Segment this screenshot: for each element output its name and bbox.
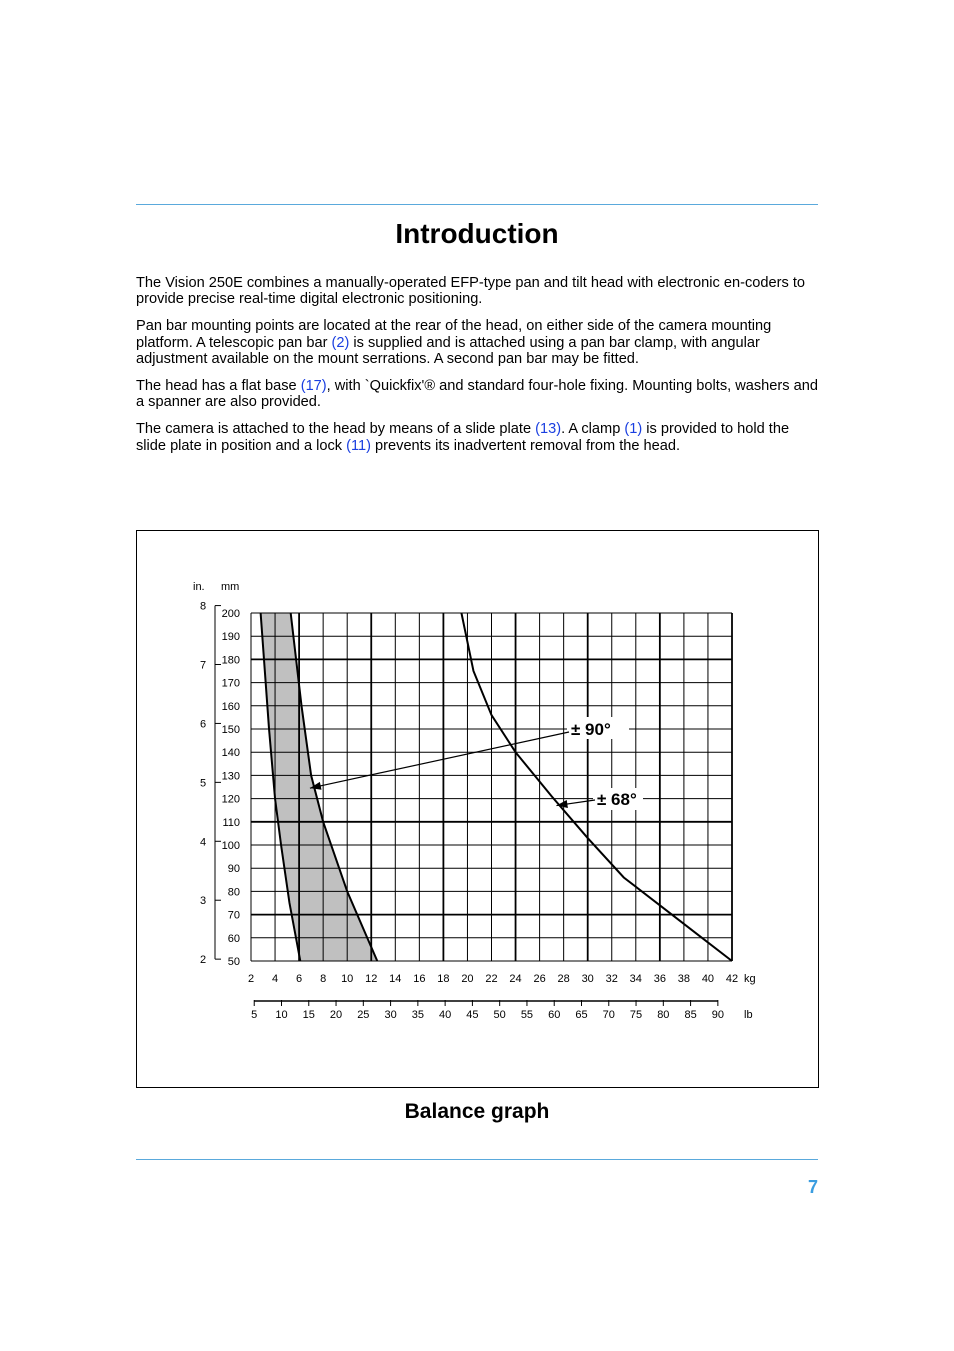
paragraph-text: The head has a flat base (136, 378, 301, 395)
x-tick-label: 40 (701, 973, 715, 985)
lb-tick-label: 40 (439, 1009, 452, 1021)
body-paragraph (136, 421, 818, 454)
lb-tick-label: 10 (275, 1009, 288, 1021)
x-tick-label: 42 (725, 973, 739, 985)
lb-tick-label: 25 (357, 1009, 370, 1021)
lb-tick-label: 90 (711, 1009, 724, 1021)
body-paragraph (136, 318, 818, 367)
y-tick-label: 100 (221, 840, 240, 852)
lb-tick-label: 35 (411, 1009, 424, 1021)
y-tick-label: 60 (227, 932, 240, 945)
paragraph-text: is supplied and is attached using a pan bar clamp, with angular adjustment available on the mount serrations. A second pan bar may be fitted. (136, 334, 760, 368)
inch-unit-label: in. (193, 581, 205, 593)
series-line-plus-minus-68 (461, 613, 732, 961)
x-tick-label: 10 (341, 973, 354, 985)
lb-tick-label: 20 (329, 1009, 343, 1021)
x-tick-label: 30 (581, 973, 594, 985)
x-tick-label: 18 (437, 973, 450, 985)
inch-tick-label: 4 (199, 836, 207, 849)
y-tick-label: 160 (221, 700, 240, 713)
lb-tick-label: 30 (384, 1009, 397, 1021)
y-tick-label: 130 (221, 770, 240, 783)
lb-tick-label: 50 (493, 1009, 506, 1021)
lb-tick-label: 45 (466, 1009, 479, 1021)
x-tick-label: 28 (557, 973, 570, 985)
figure-reference-link[interactable]: (2) (331, 334, 350, 351)
x-tick-label: 4 (271, 973, 279, 985)
balance-graph-chart (137, 531, 818, 1087)
lb-tick-label: 15 (302, 1009, 315, 1021)
figure-reference-link[interactable]: (11) (346, 437, 371, 454)
balance-graph-figure (136, 530, 819, 1088)
y-tick-label: 150 (221, 724, 240, 736)
y-tick-label: 190 (221, 631, 240, 644)
x-tick-label: 32 (605, 973, 618, 985)
figure-reference-link[interactable]: (13) (535, 421, 562, 438)
lb-tick-label: 55 (520, 1009, 534, 1021)
lb-unit-label: lb (744, 1009, 753, 1021)
figure-reference-link[interactable]: (1) (624, 421, 643, 438)
lb-tick-label: 80 (657, 1009, 670, 1021)
y-tick-label: 180 (221, 654, 240, 667)
y-tick-label: 170 (221, 677, 240, 690)
inch-tick-label: 7 (199, 659, 207, 672)
y-tick-label: 120 (221, 793, 240, 806)
x-unit-label: kg (744, 973, 756, 985)
x-tick-label: 38 (677, 973, 691, 985)
paragraph-text: prevents its inadvertent removal from the head. (371, 437, 681, 454)
x-tick-label: 2 (247, 973, 255, 985)
x-tick-label: 16 (413, 973, 426, 985)
y-tick-label: 90 (227, 863, 240, 876)
lb-tick-label: 85 (684, 1009, 697, 1021)
body-text (136, 275, 818, 465)
figure-reference-link[interactable]: (17) (300, 378, 327, 395)
inch-tick-label: 2 (199, 954, 207, 967)
paragraph-text: Pan bar mounting points are located at the rear of the head, on either side of the camera mounting platform. A telescopic pan bar (136, 318, 772, 351)
paragraph-text: , with `Quickfix'® and standard four-hole fixing. Mounting bolts, washers and a spanner are also provided. (136, 378, 818, 411)
y-tick-label: 50 (227, 956, 240, 968)
x-tick-label: 34 (629, 973, 642, 985)
x-tick-label: 22 (485, 973, 498, 985)
y-tick-label: 80 (227, 886, 240, 899)
paragraph-text: . A clamp (561, 421, 625, 438)
lb-tick-label: 60 (548, 1009, 561, 1021)
paragraph-text: The camera is attached to the head by means of a slide plate (136, 421, 536, 438)
lb-tick-label: 5 (251, 1009, 258, 1021)
x-tick-label: 24 (509, 973, 522, 985)
inch-tick-label: 8 (199, 600, 207, 613)
body-paragraph (136, 275, 818, 308)
x-tick-label: 14 (389, 973, 402, 985)
annotation-90-arrow (310, 732, 569, 788)
inch-tick-label: 6 (199, 718, 207, 731)
page-number: 7 (807, 1177, 818, 1197)
bottom-rule (136, 1159, 818, 1160)
inch-tick-label: 3 (199, 895, 207, 908)
paragraph-text: is provided to hold the slide plate in position and a lock (136, 421, 790, 454)
x-tick-label: 36 (653, 973, 666, 985)
figure-caption: Balance graph (404, 1100, 550, 1123)
x-tick-label: 6 (296, 973, 303, 985)
lb-tick-label: 70 (602, 1009, 615, 1021)
annotation-plus-minus-90: ± 90° (571, 720, 611, 739)
top-rule (136, 204, 818, 205)
y-tick-label: 70 (227, 909, 240, 922)
paragraph-text: The Vision 250E combines a manually-operated EFP-type pan and tilt head with electronic en-coders to provide precise real-time digital electronic positioning. (136, 275, 805, 308)
y-tick-label: 140 (221, 747, 240, 760)
x-tick-label: 20 (461, 973, 474, 985)
body-paragraph (136, 378, 818, 411)
page-title: Introduction (395, 218, 559, 249)
x-tick-label: 12 (365, 973, 378, 985)
lb-tick-label: 75 (629, 1009, 643, 1021)
lb-tick-label: 65 (575, 1009, 588, 1021)
y-unit-label: mm (221, 581, 240, 593)
y-tick-label: 110 (222, 816, 240, 829)
y-tick-label: 200 (221, 608, 240, 620)
x-tick-label: 26 (533, 973, 546, 985)
inch-tick-label: 5 (199, 777, 207, 790)
annotation-plus-minus-68: ± 68° (597, 790, 637, 809)
x-tick-label: 8 (320, 973, 327, 985)
